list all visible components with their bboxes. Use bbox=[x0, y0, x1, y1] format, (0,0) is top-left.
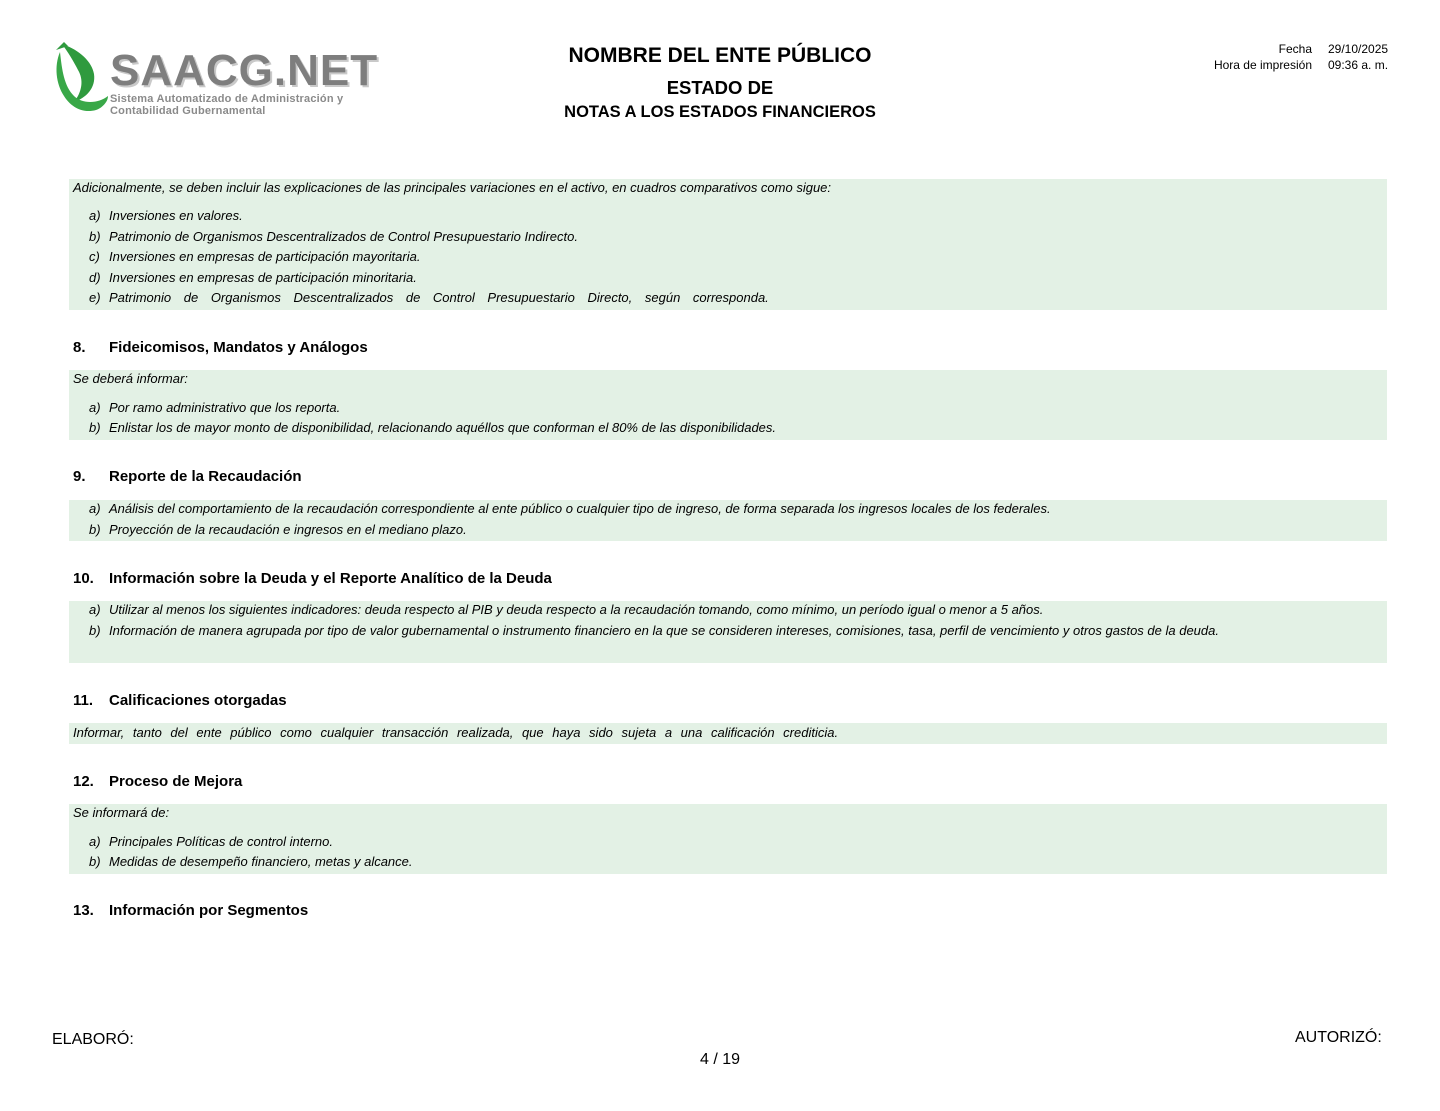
logo-subtitle-line2: Contabilidad Gubernamental bbox=[110, 105, 266, 117]
section-11-title: Calificaciones otorgadas bbox=[109, 692, 287, 709]
page-title: NOMBRE DEL ENTE PÚBLICO bbox=[568, 44, 872, 67]
report-subtitle: ESTADO DE bbox=[666, 77, 774, 98]
list-letter: a) bbox=[89, 501, 101, 516]
list-letter: b) bbox=[89, 420, 101, 435]
section-10-number: 10. bbox=[73, 570, 94, 587]
section-8-number: 8. bbox=[73, 339, 86, 356]
list-item: Proyección de la recaudación e ingresos en el mediano plazo. bbox=[109, 522, 467, 537]
list-item: Inversiones en empresas de participación minoritaria. bbox=[109, 270, 417, 285]
list-item: Información de manera agrupada por tipo de valor gubernamental o instrumento financiero en la que se consideren intereses, comisiones, tasa, perfil de vencimiento y otros gastos de la deuda. bbox=[109, 623, 1219, 638]
list-item: Inversiones en empresas de participación mayoritaria. bbox=[109, 249, 421, 264]
list-item: Análisis del comportamiento de la recaudación correspondiente al ente público o cualquier tipo de ingreso, de forma separada los ingresos locales de los federales. bbox=[109, 501, 1051, 516]
section-10-title: Información sobre la Deuda y el Reporte Analítico de la Deuda bbox=[109, 570, 552, 587]
section-13-title: Información por Segmentos bbox=[109, 902, 309, 919]
section-11-intro: Informar, tanto del ente público como cualquier transacción realizada, que haya sido sujeta a una calificación crediticia. bbox=[73, 725, 839, 740]
block1-intro: Adicionalmente, se deben incluir las explicaciones de las principales variaciones en el activo, en cuadros comparativos como sigue: bbox=[73, 180, 832, 195]
autorizo-label: AUTORIZÓ: bbox=[1295, 1029, 1382, 1046]
list-letter: b) bbox=[89, 522, 101, 537]
list-item: Patrimonio de Organismos Descentralizados de Control Presupuestario Directo, según corresponda. bbox=[109, 290, 769, 305]
list-item: Principales Políticas de control interno. bbox=[109, 834, 334, 849]
list-letter: b) bbox=[89, 229, 101, 244]
list-letter: a) bbox=[89, 834, 101, 849]
list-item: Por ramo administrativo que los reporta. bbox=[109, 400, 341, 415]
section-9-title: Reporte de la Recaudación bbox=[109, 468, 302, 485]
section-8-intro: Se deberá informar: bbox=[73, 371, 188, 386]
logo-subtitle-line1: Sistema Automatizado de Administración y bbox=[110, 93, 344, 105]
print-meta-values bbox=[1328, 41, 1388, 73]
list-letter: b) bbox=[89, 854, 101, 869]
list-item: Enlistar los de mayor monto de disponibilidad, relacionando aquéllos que conforman el 80% de las disponibilidades. bbox=[109, 420, 777, 435]
list-item: Medidas de desempeño financiero, metas y alcance. bbox=[109, 854, 413, 869]
section-9-number: 9. bbox=[73, 468, 86, 485]
hora-label: Hora de impresión bbox=[1213, 58, 1312, 72]
section-12-intro: Se informará de: bbox=[73, 805, 170, 820]
section-12-number: 12. bbox=[73, 773, 94, 790]
list-letter: a) bbox=[89, 602, 101, 617]
report-subtitle-2: NOTAS A LOS ESTADOS FINANCIEROS bbox=[564, 103, 876, 121]
list-letter: a) bbox=[89, 208, 101, 223]
section-12-title: Proceso de Mejora bbox=[109, 773, 243, 790]
hora-value: 09:36 a. m. bbox=[1328, 58, 1389, 72]
fecha-label: Fecha bbox=[1278, 42, 1312, 56]
section-8-title: Fideicomisos, Mandatos y Análogos bbox=[109, 339, 368, 356]
section-13-number: 13. bbox=[73, 902, 94, 919]
logo-wordmark: SAACG.NET bbox=[110, 46, 379, 95]
fecha-value: 29/10/2025 bbox=[1328, 42, 1389, 56]
page-number: 4 / 19 bbox=[699, 1051, 741, 1068]
list-letter: b) bbox=[89, 623, 101, 638]
print-meta-labels bbox=[1214, 41, 1312, 73]
section-11-number: 11. bbox=[73, 692, 94, 709]
list-item: Inversiones en valores. bbox=[109, 208, 243, 223]
list-letter: d) bbox=[89, 270, 101, 285]
list-letter: e) bbox=[89, 290, 101, 305]
list-item: Patrimonio de Organismos Descentralizados de Control Presupuestario Indirecto. bbox=[109, 229, 578, 244]
list-letter: a) bbox=[89, 400, 101, 415]
list-item: Utilizar al menos los siguientes indicadores: deuda respecto al PIB y deuda respecto a la recaudación tomando, como mínimo, un período igual o menor a 5 años. bbox=[109, 602, 1044, 617]
elaboro-label: ELABORÓ: bbox=[52, 1031, 134, 1048]
list-letter: c) bbox=[89, 249, 100, 264]
